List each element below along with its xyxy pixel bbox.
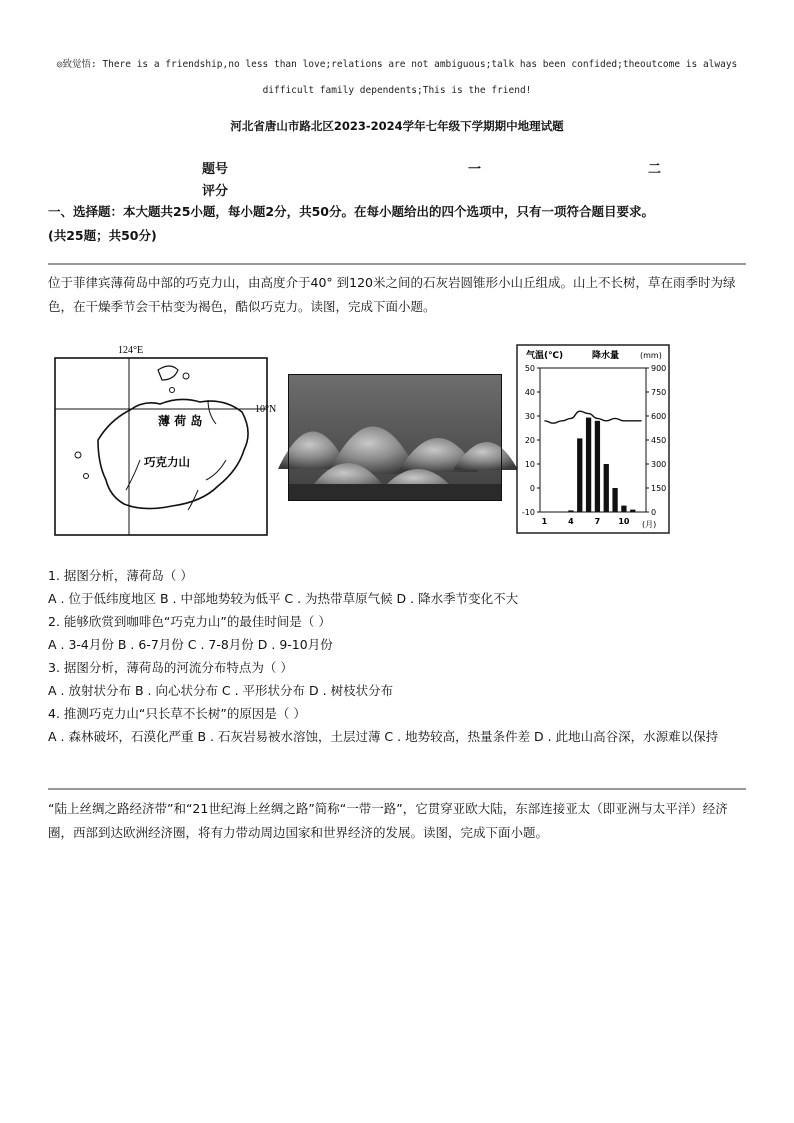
- question-3-stem: 3. 据图分析，薄荷岛的河流分布特点为（ ）: [48, 660, 293, 675]
- question-4-stem: 4. 推测巧克力山“只长草不长树”的原因是（ ）: [48, 706, 306, 721]
- precip-bar-month-11: [630, 510, 635, 512]
- x-tick-label: 1: [541, 517, 548, 526]
- chocolate-hills-photo: [288, 374, 502, 501]
- precip-unit: (mm): [640, 351, 662, 360]
- island-label: 薄 荷 岛: [158, 414, 203, 428]
- right-tick-label: 750: [651, 388, 667, 397]
- right-tick-label: 300: [651, 460, 667, 469]
- question-2-stem: 2. 能够欣赏到咖啡色“巧克力山”的最佳时间是（ ）: [48, 614, 331, 629]
- passage-1: 位于菲律宾薄荷岛中部的巧克力山，由高度介于40° 到120米之间的石灰岩圆锥形小山丘组成。山上不长树，草在雨季时为绿色，在干燥季节会干枯变为褐色，酷似巧克力。读图，完成下面小题。: [48, 275, 736, 314]
- left-tick-label: -10: [521, 508, 535, 517]
- precip-bar-month-8: [604, 464, 609, 512]
- climate-chart: [516, 344, 670, 534]
- section1-heading: 一、选择题：本大题共25小题，每小题2分，共50分。在每小题给出的四个选项中，只有一项符合题目要求。: [48, 204, 654, 219]
- left-tick-label: 50: [524, 364, 535, 373]
- precip-axis-title: 降水量: [592, 351, 620, 361]
- section1-sub: (共25题；共50分): [48, 228, 157, 243]
- x-tick-label: 4: [568, 517, 574, 526]
- divider-2: [48, 788, 746, 790]
- right-tick-label: 600: [651, 412, 667, 421]
- score-row1-label: 题号: [202, 162, 229, 177]
- month-unit: (月): [642, 520, 657, 529]
- question-3-options: A . 放射状分布 B . 向心状分布 C . 平形状分布 D . 树枝状分布: [48, 683, 394, 698]
- x-tick-label: 10: [618, 517, 630, 526]
- header-line-1: ◎致觉悟: There is a friendship,no less than love;relations are not ambiguous;talk has been confided;theoutcome is always: [56, 59, 738, 70]
- score-row2-label: 评分: [202, 184, 229, 199]
- header-line-2: difficult family dependents;This is the friend!: [262, 85, 532, 96]
- left-tick-label: 20: [524, 436, 535, 445]
- lat-label: 10°N: [255, 404, 277, 415]
- precip-bar-month-4: [568, 510, 573, 512]
- x-tick-label: 7: [594, 517, 601, 526]
- left-tick-label: 30: [524, 412, 535, 421]
- right-tick-label: 900: [651, 364, 667, 373]
- hills-label: 巧克力山: [144, 455, 190, 469]
- score-col2: 二: [648, 162, 662, 177]
- score-col1: 一: [468, 162, 482, 177]
- left-tick-label: 10: [524, 460, 535, 469]
- bohol-map: [48, 340, 277, 538]
- right-tick-label: 450: [651, 436, 667, 445]
- passage-2: “陆上丝绸之路经济带”和“21世纪海上丝绸之路”简称“一带一路”，它贯穿亚欧大陆，东部连接亚太（即亚洲与太平洋）经济圈，西部到达欧洲经济圈，将有力带动周边国家和世界经济的发展。读图，完成下面小题。: [48, 801, 728, 840]
- right-tick-label: 150: [651, 484, 667, 493]
- divider: [48, 263, 746, 265]
- photo-ground: [288, 484, 502, 501]
- left-tick-label: 40: [524, 388, 535, 397]
- right-tick-label: 0: [651, 508, 657, 517]
- left-tick-label: 0: [529, 484, 535, 493]
- precip-bar-month-10: [621, 506, 626, 512]
- precip-bar-month-9: [612, 488, 617, 512]
- precip-bar-month-7: [595, 421, 600, 512]
- question-1-stem: 1. 据图分析，薄荷岛（ ）: [48, 568, 193, 583]
- lon-label: 124°E: [118, 345, 144, 356]
- question-2-options: A . 3-4月份 B . 6-7月份 C . 7-8月份 D . 9-10月份: [48, 637, 333, 652]
- question-4-options: A . 森林破坏，石漠化严重 B . 石灰岩易被水溶蚀，土层过薄 C . 地势较高，热量条件差 D . 此地山高谷深，水源难以保持: [48, 729, 719, 744]
- precip-bar-month-5: [577, 438, 582, 512]
- page-title: 河北省唐山市路北区2023-2024学年七年级下学期期中地理试题: [230, 119, 564, 133]
- temp-axis-title: 气温(℃): [526, 351, 564, 361]
- question-1-options: A . 位于低纬度地区 B . 中部地势较为低平 C . 为热带草原气候 D . 降水季节变化不大: [48, 591, 519, 606]
- precip-bar-month-6: [586, 418, 591, 512]
- header-note: [40, 52, 754, 104]
